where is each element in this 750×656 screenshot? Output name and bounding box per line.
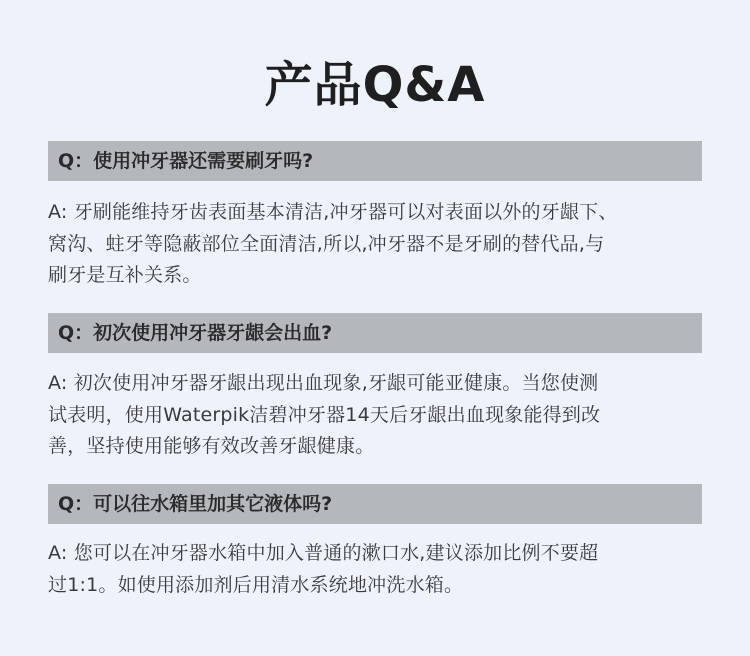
page-title: 产品Q&A [264, 57, 486, 113]
answer-1-line-1: A: 牙刷能维持牙齿表面基本清洁,冲牙器可以对表面以外的牙龈下、 [48, 201, 618, 223]
answer-3 [48, 538, 708, 601]
answer-2-line-1: A: 初次使用冲牙器牙龈出现出血现象,牙龈可能亚健康。当您使测 [48, 372, 599, 394]
question-bar-1: Q：使用冲牙器还需要刷牙吗? [48, 141, 702, 181]
answer-1 [48, 197, 708, 292]
answer-2-line-3: 善，坚持使用能够有效改善牙龈健康。 [48, 435, 375, 457]
answer-2 [48, 368, 708, 463]
answer-1-line-2: 窝沟、蛀牙等隐蔽部位全面清洁,所以,冲牙器不是牙刷的替代品,与 [48, 232, 605, 255]
answer-3-line-2: 过1:1。如使用添加剂后用清水系统地冲洗水箱。 [48, 573, 464, 596]
question-bar-3: Q：可以往水箱里加其它液体吗? [48, 484, 702, 524]
answer-1-line-3: 刷牙是互补关系。 [48, 264, 202, 286]
answer-2-line-2: 试表明，使用Waterpik洁碧冲牙器14天后牙龈出血现象能得到改 [48, 403, 601, 426]
answer-3-line-1: A: 您可以在冲牙器水箱中加入普通的漱口水,建议添加比例不要超 [48, 542, 599, 564]
question-bar-2: Q：初次使用冲牙器牙龈会出血? [48, 313, 702, 353]
